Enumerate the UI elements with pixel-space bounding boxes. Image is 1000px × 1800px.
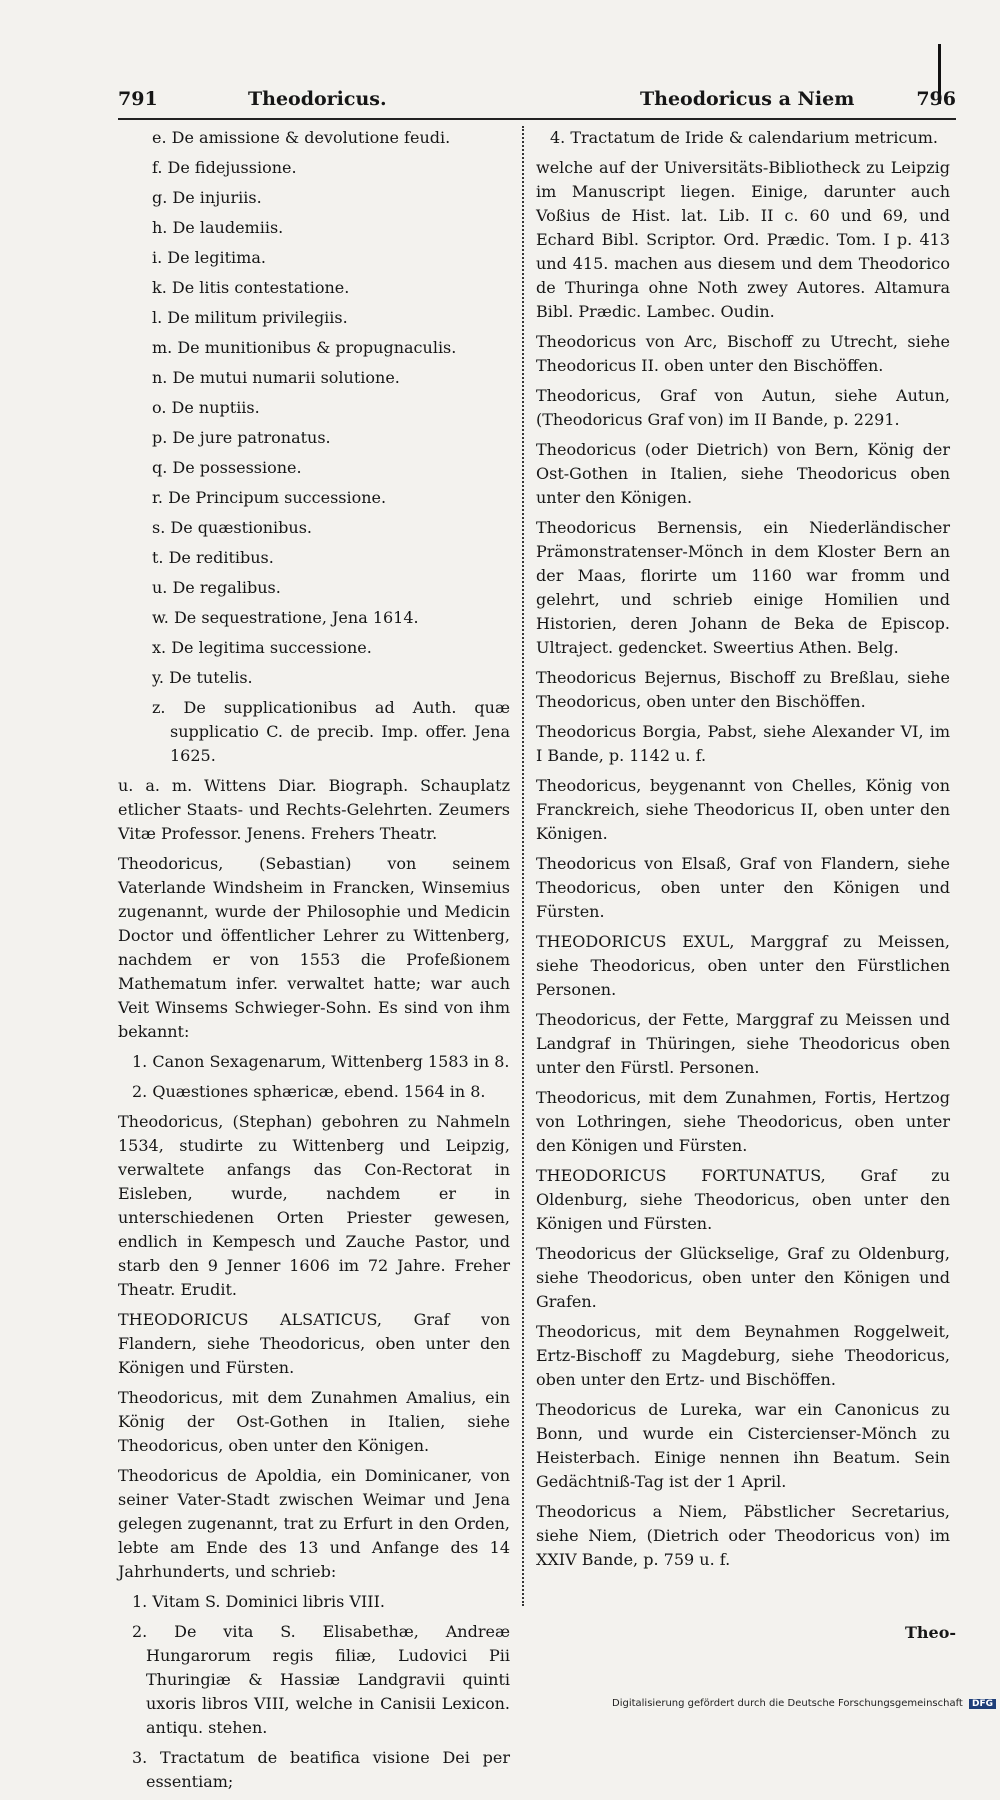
list-item: e. De amissione & devolutione feudi.	[152, 128, 451, 147]
list-item: x. De legitima successione.	[152, 638, 372, 657]
list-item: r. De Principum successione.	[152, 488, 387, 507]
list-item: 1. Canon Sexagenarum, Wittenberg 1583 in 8.	[132, 1052, 510, 1071]
entry-sebastian: Theodoricus, (Sebastian) von seinem Vaterlande Windsheim in Francken, Winsemius zugenannt, wurde der Philosophie und Medicin Doctor und öffentlicher Lehrer zu Wittenberg, nachdem er von 1553 die Profeßionem Mathematum infer. verwaltet hatte; war auch Veit Winsems Schwieger-Sohn. Es sind von ihm bekannt:	[118, 854, 510, 1041]
entry-alsaticus: THEODORICUS ALSATICUS, Graf von Flandern, siehe Theodoricus, oben unter den Königen und Fürsten.	[118, 1310, 510, 1377]
entry-stephan: Theodoricus, (Stephan) gebohren zu Nahmeln 1534, studirte zu Wittenberg und Leipzig, verwaltete anfangs das Con-Rectorat in Eisleben, wurde, nachdem er in unterschiedenen Orten Priester gewesen, endlich in Kempesch und Zauche Pastor, und starb den 9 Jenner 1606 im 72 Jahre. Freher Theatr. Erudit.	[118, 1112, 510, 1299]
page-header	[118, 84, 956, 120]
list-item: y. De tutelis.	[152, 668, 253, 687]
list-item: o. De nuptiis.	[152, 398, 260, 417]
funding-credit: Digitalisierung gefördert durch die Deutsche Forschungsgemeinschaft	[612, 1698, 963, 1709]
dfg-logo: DFG	[969, 1699, 996, 1709]
entry-bernensis: Theodoricus Bernensis, ein Niederländischer Prämonstratenser-Mönch in dem Kloster Bern an der Maas, florirte um 1160 war fromm und gelehrt, und schrieb einige Homilien und Historien, deren Johann de Beka de Episcop. Ultraject. gedencket. Sweertius Athen. Belg.	[536, 518, 950, 657]
entry-fette: Theodoricus, der Fette, Marggraf zu Meissen und Landgraf in Thüringen, siehe Theodoricus oben unter den Fürstl. Personen.	[536, 1010, 950, 1077]
entry-fortunatus: THEODORICUS FORTUNATUS, Graf zu Oldenburg, siehe Theodoricus, oben unter den Königen und Fürsten.	[536, 1166, 950, 1233]
left-running-title: Theodoricus.	[248, 88, 387, 110]
list-item: k. De litis contestatione.	[152, 278, 350, 297]
left-column	[118, 126, 510, 1800]
right-page-number: 796	[916, 88, 956, 110]
list-item: w. De sequestratione, Jena 1614.	[152, 608, 419, 627]
entry-borgia: Theodoricus Borgia, Pabst, siehe Alexander VI, im I Bande, p. 1142 u. f.	[536, 722, 950, 765]
list-item: p. De jure patronatus.	[152, 428, 331, 447]
entry-chelles: Theodoricus, beygenannt von Chelles, König von Franckreich, siehe Theodoricus II, oben unter den Königen.	[536, 776, 950, 843]
entry-apoldia: Theodoricus de Apoldia, ein Dominicaner, von seiner Vater-Stadt zwischen Weimar und Jena gelegen zugenannt, trat zu Erfurt in den Orden, lebte am Ende des 13 und Anfange des 14 Jahrhunderts, und schrieb:	[118, 1466, 510, 1581]
entry-glueckselige: Theodoricus der Glückselige, Graf zu Oldenburg, siehe Theodoricus, oben unter den Königen und Grafen.	[536, 1244, 950, 1311]
right-column	[536, 126, 950, 1578]
list-item: i. De legitima.	[152, 248, 266, 267]
list-item: 2. Quæstiones sphæricæ, ebend. 1564 in 8.	[132, 1082, 486, 1101]
entry-fortis: Theodoricus, mit dem Zunahmen, Fortis, Hertzog von Lothringen, siehe Theodoricus, oben unter den Königen und Fürsten.	[536, 1088, 950, 1155]
entry-lureka: Theodoricus de Lureka, war ein Canonicus zu Bonn, und wurde ein Cistercienser-Mönch zu Heisterbach. Einige nennen ihn Beatum. Sein Gedächtniß-Tag ist der 1 April.	[536, 1400, 950, 1491]
entry-niem: Theodoricus a Niem, Päbstlicher Secretarius, siehe Niem, (Dietrich oder Theodoricus von) im XXIV Bande, p. 759 u. f.	[536, 1502, 950, 1569]
entry-apoldia-continued: welche auf der Universitäts-Bibliotheck zu Leipzig im Manuscript liegen. Einige, darunter auch Voßius de Hist. lat. Lib. II c. 60 und 69, und Echard Bibl. Scriptor. Ord. Prædic. Tom. I p. 413 und 415. machen aus diesem und dem Theodorico de Thuringa ohne Noth zwey Autores. Altamura Bibl. Prædic. Lambec. Oudin.	[536, 158, 950, 321]
list-item: g. De injuriis.	[152, 188, 262, 207]
legal-topics-list	[118, 126, 510, 768]
list-item: h. De laudemiis.	[152, 218, 284, 237]
list-item: l. De militum privilegiis.	[152, 308, 348, 327]
list-item: 3. Tractatum de beatifica visione Dei per essentiam;	[132, 1748, 510, 1791]
right-running-title: Theodoricus a Niem	[640, 88, 855, 110]
list-item: q. De possessione.	[152, 458, 302, 477]
entry-roggelweit: Theodoricus, mit dem Beynahmen Roggelweit, Ertz-Bischoff zu Magdeburg, siehe Theodoricus, oben unter den Ertz- und Bischöffen.	[536, 1322, 950, 1389]
list-item: f. De fidejussione.	[152, 158, 297, 177]
entry-exul: THEODORICUS EXUL, Marggraf zu Meissen, siehe Theodoricus, oben unter den Fürstlichen Personen.	[536, 932, 950, 999]
entry-arc: Theodoricus von Arc, Bischoff zu Utrecht, siehe Theodoricus II. oben unter den Bischöffen.	[536, 332, 950, 375]
list-item: m. De munitionibus & propugnaculis.	[152, 338, 457, 357]
left-page-number: 791	[118, 88, 158, 110]
list-item: 4. Tractatum de Iride & calendarium metricum.	[550, 128, 938, 147]
list-item: z. De supplicationibus ad Auth. quæ supplicatio C. de precib. Imp. offer. Jena 1625.	[152, 698, 510, 765]
column-divider	[522, 126, 524, 1606]
list-item: s. De quæstionibus.	[152, 518, 313, 537]
entry-bern: Theodoricus (oder Dietrich) von Bern, König der Ost-Gothen in Italien, siehe Theodoricus oben unter den Königen.	[536, 440, 950, 507]
entry-elsass: Theodoricus von Elsaß, Graf von Flandern, siehe Theodoricus, oben unter den Königen und Fürsten.	[536, 854, 950, 921]
list-item: t. De reditibus.	[152, 548, 274, 567]
entry-bejernus: Theodoricus Bejernus, Bischoff zu Breßlau, siehe Theodoricus, oben unter den Bischöffen.	[536, 668, 950, 711]
entry-autun: Theodoricus, Graf von Autun, siehe Autun, (Theodoricus Graf von) im II Bande, p. 2291.	[536, 386, 950, 429]
page-footer	[612, 1698, 996, 1709]
list-item: u. De regalibus.	[152, 578, 281, 597]
references-paragraph: u. a. m. Wittens Diar. Biograph. Schauplatz etlicher Staats- und Rechts-Gelehrten. Zeumers Vitæ Professor. Jenens. Frehers Theatr.	[118, 776, 510, 843]
catchword: Theo-	[904, 1623, 956, 1642]
list-item: 1. Vitam S. Dominici libris VIII.	[132, 1592, 386, 1611]
entry-amalius: Theodoricus, mit dem Zunahmen Amalius, ein König der Ost-Gothen in Italien, siehe Theodoricus, oben unter den Königen.	[118, 1388, 510, 1455]
list-item: n. De mutui numarii solutione.	[152, 368, 400, 387]
list-item: 2. De vita S. Elisabethæ, Andreæ Hungarorum regis filiæ, Ludovici Pii Thuringiæ & Hassiæ Landgravii quinti uxoris libros VIII, welche in Canisii Lexicon. antiqu. stehen.	[132, 1622, 510, 1737]
